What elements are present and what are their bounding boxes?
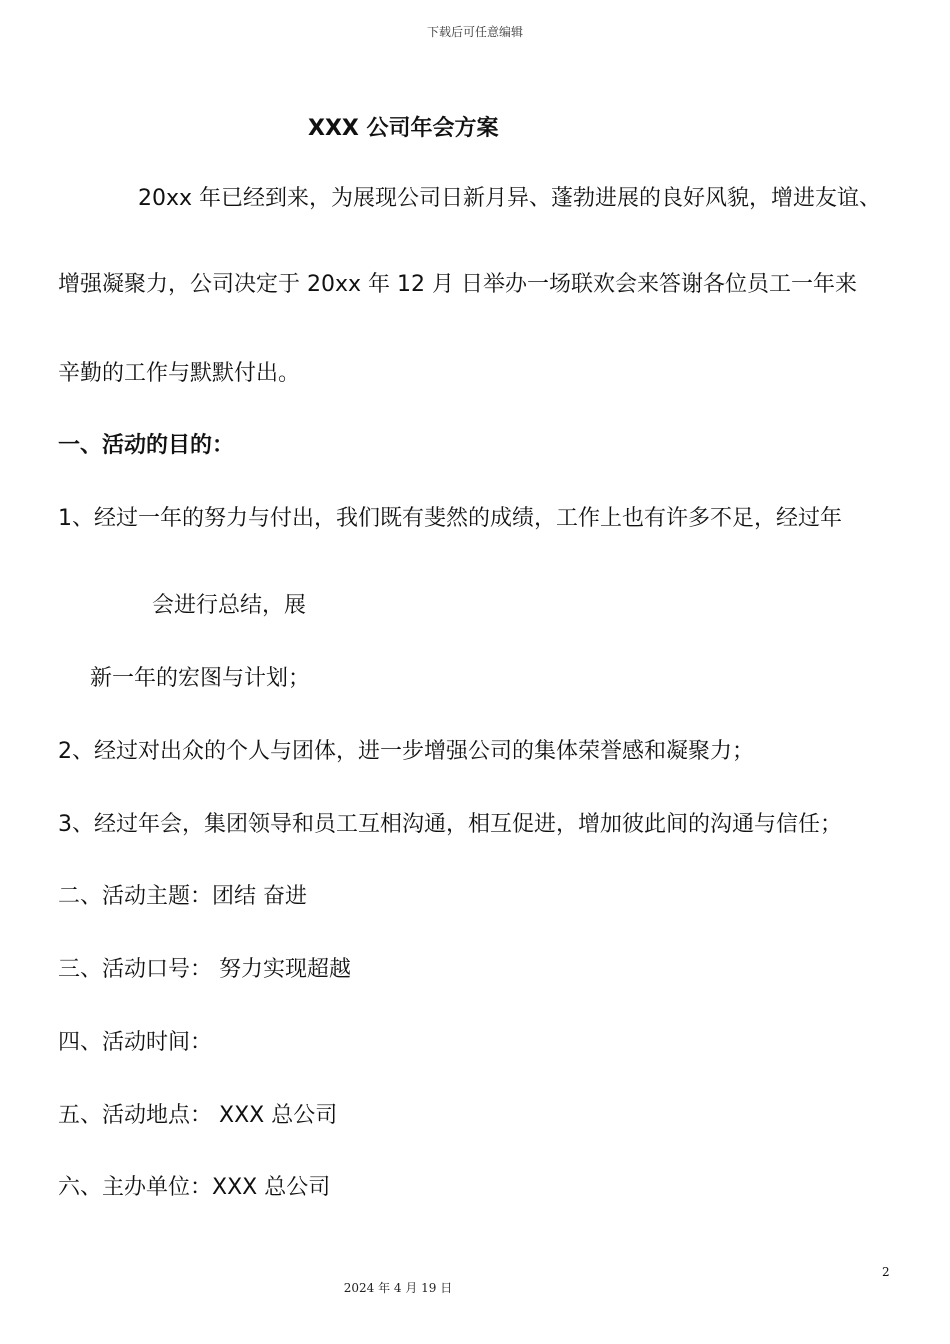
purpose-item-1-line-3: 新一年的宏图与计划； [90,666,311,691]
page-header: 下载后可任意编辑 [426,25,523,39]
purpose-item-3: 3、经过年会，集团领导和员工互相沟通，相互促进，增加彼此间的沟通与信任； [58,812,842,837]
purpose-item-2: 2、经过对出众的个人与团体，进一步增强公司的集体荣誉感和凝聚力； [58,739,754,764]
purpose-item-1-line-2: 会进行总结，展 [152,593,307,618]
purpose-item-1-line-1: 1、经过一年的努力与付出，我们既有斐然的成绩，工作上也有许多不足，经过年 [58,506,842,531]
section-location: 五、活动地点： XXX 总公司 [58,1103,338,1128]
footer-date: 2024 年 4 月 19 日 [343,1281,453,1295]
section-organizer: 六、主办单位：XXX 总公司 [58,1175,331,1200]
document-title: XXX 公司年会方案 [308,116,499,141]
page-number: 2 [882,1265,890,1279]
intro-line-3: 辛勤的工作与默默付出。 [58,361,301,386]
section-slogan: 三、活动口号： 努力实现超越 [58,957,351,982]
section-theme: 二、活动主题：团结 奋进 [58,884,307,909]
section-heading-purpose: 一、活动的目的： [58,433,235,458]
intro-line-2: 增强凝聚力，公司决定于 20xx 年 12 月 日举办一场联欢会来答谢各位员工一年来 [58,272,857,297]
intro-line-1: 20xx 年已经到来，为展现公司日新月异、蓬勃进展的良好风貌，增进友谊、 [138,186,882,211]
section-time: 四、活动时间： [58,1030,213,1055]
